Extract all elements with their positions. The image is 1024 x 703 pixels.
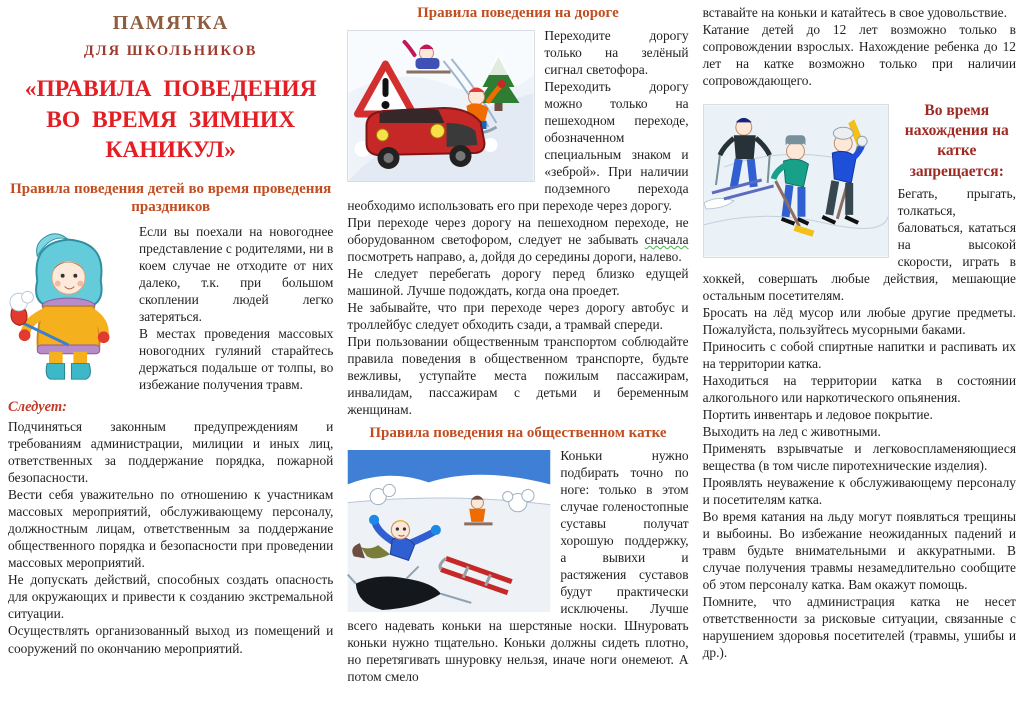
section-skates: [347, 447, 688, 685]
ice-illustration-svg: [347, 450, 551, 612]
section-heading-holidays: Правила поведения детей во время проведения праздников: [10, 180, 332, 216]
paragraph-mid-2: Переходить дорогу можно только на пешеходном переходе, обозначенном специальным знаком и «зеброй». При наличии подземного перехода необходимо использовать его при переходе через дорогу.: [347, 78, 689, 213]
forbidden-item: Проявлять неуважение к обслуживающему персоналу и посетителям катка.: [702, 474, 1016, 507]
child-with-shovel-illustration: [8, 226, 130, 384]
doc-subtitle: ДЛЯ ШКОЛЬНИКОВ: [83, 43, 258, 59]
paragraph-mid-1: Переходите дорогу только на зелёный сигнал светофора.: [544, 27, 689, 77]
forbidden-item: Выходить на лед с животными.: [702, 423, 881, 439]
paragraph-right-3: Бегать, прыгать, толкаться, баловаться, кататься на высокой скорости, играть в хоккей, совершать любые действия, мешающие остальным посетителям.: [702, 185, 1016, 303]
paragraph-left-5: Не допускать действий, способных создать опасность для окружающих и привести к созданию экстремальной ситуации.: [8, 572, 334, 622]
forbidden-item: Бросать на лёд мусор или любые другие предметы. Пожалуйста, пользуйтесь мусорными баками.: [702, 304, 1016, 337]
paragraph-left-2: В местах проведения массовых новогодних гуляний старайтесь держаться подальше от толпы, во избежание получения травм.: [139, 326, 334, 393]
text-segment-after: посмотреть направо, а, дойдя до середины дороги, налево.: [347, 248, 682, 264]
paragraph-left-4: Вести себя уважительно по отношению к участникам массовых мероприятий, обслуживающему персоналу, должностным лицам, ответственным за поддержание общественного порядка и безопасности при проведении массовых мероприятий.: [8, 487, 334, 571]
forbidden-item: Портить инвентарь и ледовое покрытие.: [702, 406, 933, 422]
paragraph-mid-6: При пользовании общественным транспортом соблюдайте правила поведения в общественном транспорте, будьте вежливы, уступайте места пожилым пассажирам, инвалидам, пассажирам с детьми и беременным женщинам.: [347, 334, 689, 418]
rink-scene-illustration: [703, 104, 889, 258]
paragraph-right-1: вставайте на коньки и катайтесь в свое удовольствие.: [702, 5, 1007, 20]
paragraph-left-3: Подчиняться законным предупреждениям и требованиям администрации, милиции и иных лиц, ответственных за поддержание порядка, пожарной безопасности.: [8, 419, 334, 486]
paragraph-right-2: Катание детей до 12 лет возможно только в сопровождении взрослых. Нахождение ребенка до 12 лет на катке возможно только при наличии сопровождающего.: [702, 22, 1016, 89]
paragraph-left-6: Осуществлять организованный выход из помещений и сооружений по окончанию мероприятий.: [8, 623, 334, 656]
section-holidays: [8, 223, 333, 393]
paragraph-mid-4: Не следует перебегать дорогу перед близко едущей машиной. Лучше подождать, когда она проедет.: [347, 265, 689, 298]
road-scene-illustration: [347, 30, 535, 182]
paragraph-left-1: Если вы поехали на новогоднее представление с родителями, ни в коем случае не отходите от них далеко, т.к. при большом скоплении людей легко затеряться.: [139, 224, 334, 325]
column-right: [703, 4, 1016, 703]
column-middle: [347, 4, 688, 703]
column-left: [8, 4, 333, 703]
paragraph-mid-7: Коньки нужно подбирать точно по ноге: только в этом случае голеностопные суставы получат хорошую поддержку, а вывихи и растяжения суставов будут практически исключены. Лучше всего надевать коньки на шерстяные носки. Шнуровать коньки нужно тщательно. Коньки должны сидеть плотно, но перетягивать шнуровку нельзя, иначе ноги онемеют. А потом смело: [347, 447, 689, 685]
section-heading-road: Правила поведения на дороге: [417, 5, 619, 21]
section-road: [347, 27, 688, 418]
ice-hole-scene-illustration: [347, 450, 551, 612]
forbidden-item: Приносить с собой спиртные напитки и распивать их на территории катка.: [702, 338, 1016, 371]
forbidden-item: Находиться на территории катка в состоянии алкогольного или наркотического опьянения.: [702, 372, 1016, 405]
section-heading-forbidden: Во время нахождения на катке запрещается:: [904, 102, 1009, 180]
road-illustration-svg: [348, 31, 534, 181]
doc-title: ПАМЯТКА: [112, 12, 229, 34]
text-segment-before: При переходе через дорогу на пешеходном переходе, не оборудованном светофором, следует не забывать: [347, 214, 689, 247]
paragraph-mid-5: Не забывайте, что при переходе через дорогу автобус и троллейбус следует обходить сзади, а трамвай спереди.: [347, 300, 689, 333]
sleduet-label: Следует:: [8, 399, 67, 416]
spellcheck-underlined-word: сначала: [644, 231, 689, 247]
paragraph-mid-3: [347, 214, 688, 265]
section-rink-rules: [703, 101, 1016, 304]
rink-safety-note: Во время катания на льду могут появляться трещины и выбоины. Во избежание неожиданных падений и травм будьте внимательными и аккуратными. В случае получения травмы незамедлительно сообщите об этом персоналу катка. Вам окажут помощь.: [702, 508, 1016, 592]
child-illustration-svg: [8, 226, 130, 384]
rink-disclaimer: Помните, что администрация катка не несет ответственности за рисковые ситуации, связанные с нарушением здоровья посетителей (травмы, ушибы и др.).: [702, 594, 1016, 661]
section-heading-rink: Правила поведения на общественном катке: [369, 425, 667, 442]
rink-illustration-svg: [704, 105, 888, 257]
forbidden-item: Применять взрывчатые и легковоспламеняющиеся вещества (в том числе пиротехнические изделия).: [702, 440, 1016, 473]
main-title: «ПРАВИЛА ПОВЕДЕНИЯ ВО ВРЕМЯ ЗИМНИХ КАНИКУЛ»: [24, 76, 317, 164]
